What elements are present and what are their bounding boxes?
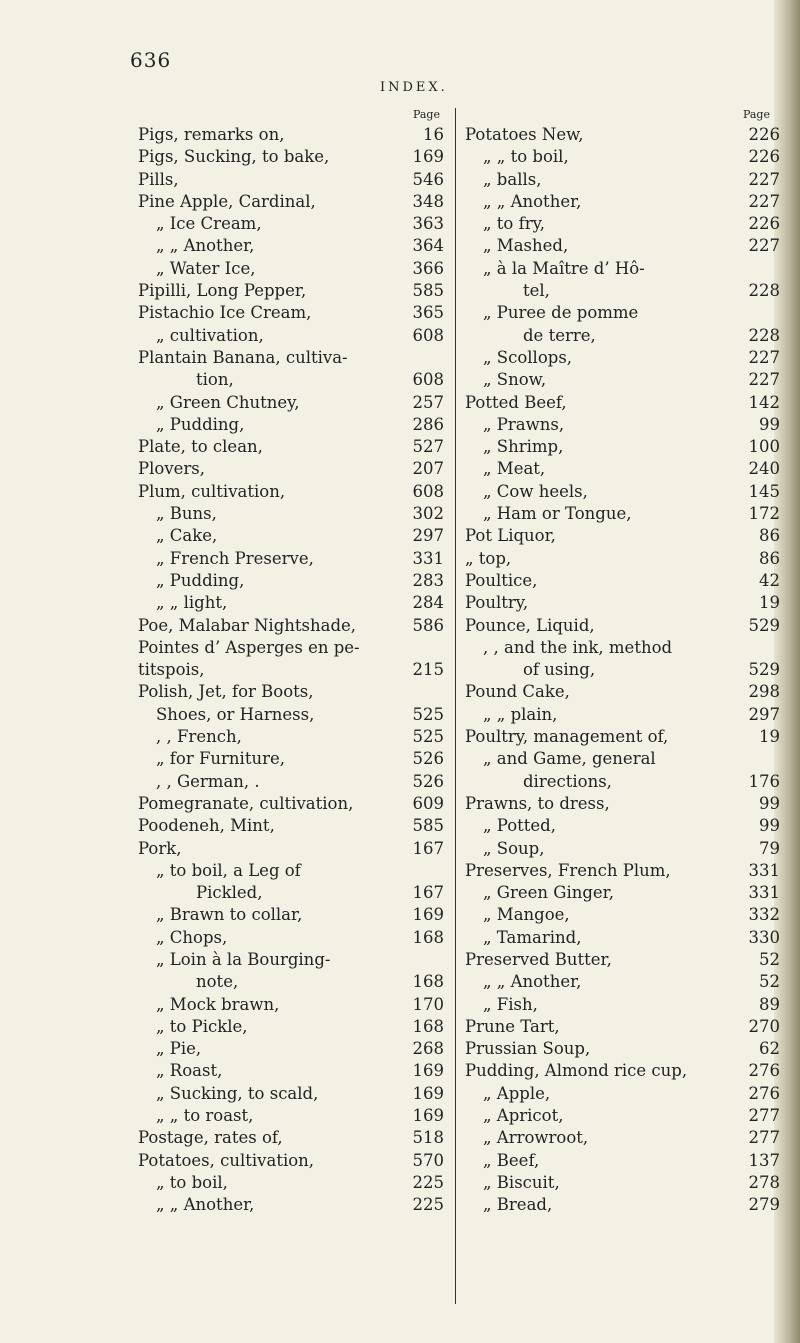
index-entry-text: „ Chops, [156, 927, 228, 947]
index-entry-page: 518 [412, 1128, 444, 1148]
index-entry [138, 815, 450, 837]
index-entry-text: of using, [523, 660, 596, 680]
index-entry [465, 726, 780, 748]
index-entry-page: 585 [412, 281, 444, 301]
index-entry [465, 280, 780, 302]
index-entry [138, 280, 450, 302]
index-entry-text: „ Cake, [156, 526, 218, 546]
index-entry-text: „ top, [465, 548, 512, 568]
index-entry-text: „ Loin à la Bourging- [156, 949, 331, 969]
index-entry-text: „ for Furniture, [156, 749, 285, 769]
index-entry-page: 227 [748, 169, 780, 189]
index-entry-page: 79 [759, 838, 780, 858]
index-entry-text: Prussian Soup, [465, 1039, 591, 1059]
index-entry [465, 235, 780, 257]
page-column-heading [465, 108, 780, 124]
index-entry [138, 927, 450, 949]
index-entry-text: Pork, [138, 838, 182, 858]
running-head: INDEX. [380, 80, 448, 95]
index-entry-text: Poultry, management of, [465, 727, 669, 747]
index-entry-text: „ Shrimp, [483, 437, 564, 457]
index-entry [465, 1194, 780, 1216]
index-entry-text: Potatoes New, [465, 125, 584, 144]
index-entry-page: 257 [412, 392, 444, 412]
index-entry-text: „ Beef, [483, 1150, 540, 1170]
index-entry-page: 278 [748, 1172, 780, 1192]
index-entry [465, 1016, 780, 1038]
index-entry [138, 1150, 450, 1172]
index-entry-page: 52 [759, 949, 780, 969]
index-entry [465, 169, 780, 191]
index-entry [465, 392, 780, 414]
index-entry-text: „ Green Chutney, [156, 392, 300, 412]
index-entry [465, 1172, 780, 1194]
index-entry [138, 369, 450, 391]
index-entry-page: 145 [748, 481, 780, 501]
index-entry-text: note, [196, 972, 239, 992]
index-entry-page: 527 [412, 437, 444, 457]
index-entry-page: 170 [412, 994, 444, 1014]
index-entry-text: „ Ham or Tongue, [483, 504, 632, 524]
index-entry [465, 325, 780, 347]
index-entry-page: 99 [759, 414, 780, 434]
index-entry-page: 168 [412, 1016, 444, 1036]
index-entry-text: „ Soup, [483, 838, 545, 858]
index-entry [465, 191, 780, 213]
index-entry-text: „ „ Another, [156, 236, 255, 256]
index-entry-page: 302 [412, 504, 444, 524]
index-entry-page: 331 [748, 860, 780, 880]
index-entry-text: „ Apricot, [483, 1106, 564, 1126]
index-entry-text: „ Potted, [483, 816, 556, 836]
index-entry [138, 392, 450, 414]
index-entry-page: 62 [759, 1039, 780, 1059]
index-entry-page: 86 [759, 526, 780, 546]
index-entry-text: , , French, [156, 727, 242, 747]
index-entry-text: „ Cow heels, [483, 481, 588, 501]
index-entry [138, 235, 450, 257]
index-entry-text: „ Tamarind, [483, 927, 582, 947]
index-entry-page: 176 [748, 771, 780, 791]
index-entry-page: 586 [412, 615, 444, 635]
index-entry [465, 548, 780, 570]
index-entry-text: Potatoes, cultivation, [138, 1150, 315, 1170]
index-entry-text: „ to boil, a Leg of [156, 860, 301, 880]
index-entry-text: Pipilli, Long Pepper, [138, 281, 307, 301]
index-entry-text: „ Scollops, [483, 347, 573, 367]
index-entry [138, 1060, 450, 1082]
index-entry-page: 207 [412, 459, 444, 479]
index-entry [465, 949, 780, 971]
index-entry-text: „ „ Another, [483, 191, 582, 211]
index-entry-page: 169 [412, 1061, 444, 1081]
index-entry-page: 279 [748, 1195, 780, 1215]
index-entry [465, 681, 780, 703]
index-entry-page: 297 [412, 526, 444, 546]
index-entry-text: „ to fry, [483, 214, 545, 234]
index-entry-page: 366 [412, 258, 444, 278]
index-entry [138, 458, 450, 480]
index-entry [138, 704, 450, 726]
index-entry-text: , , German, . [156, 771, 260, 791]
index-entry-text: „ Green Ginger, [483, 883, 614, 903]
index-entry-text: Potted Beef, [465, 392, 567, 412]
index-entry-text: „ Pudding, [156, 414, 245, 434]
index-entry-page: 19 [759, 593, 780, 613]
index-entry-page: 52 [759, 972, 780, 992]
index-entry [138, 838, 450, 860]
index-entry-text: „ Buns, [156, 504, 217, 524]
index-entry [138, 347, 450, 369]
index-entry-text: „ Water Ice, [156, 258, 256, 278]
index-entry [138, 525, 450, 547]
index-entry-page: 608 [412, 325, 444, 345]
index-entry [138, 191, 450, 213]
index-entry [465, 838, 780, 860]
index-entry-text: „ Puree de pomme [483, 303, 639, 323]
index-entry-text: Shoes, or Harness, [156, 704, 315, 724]
index-entry-text: tel, [523, 281, 550, 301]
index-entry-page: 167 [412, 838, 444, 858]
index-entry [138, 1194, 450, 1216]
index-entry-page: 99 [759, 793, 780, 813]
index-entry [138, 949, 450, 971]
index-entry-text: Plum, cultivation, [138, 481, 286, 501]
index-entry-text: „ „ Another, [156, 1195, 255, 1215]
index-entry-text: „ Pie, [156, 1039, 202, 1059]
index-entry-page: 529 [748, 660, 780, 680]
column-divider [455, 108, 456, 1304]
index-entry [138, 1038, 450, 1060]
index-entry-text: titspois, [138, 660, 205, 680]
index-entry-page: 226 [748, 125, 780, 144]
index-entry [138, 1016, 450, 1038]
index-entry [138, 748, 450, 770]
index-entry [465, 882, 780, 904]
index-entry [138, 213, 450, 235]
index-entry-text: „ Brawn to collar, [156, 905, 303, 925]
index-entry-page: 169 [412, 905, 444, 925]
index-entry-text: „ „ Another, [483, 972, 582, 992]
index-entry-page: 283 [412, 570, 444, 590]
index-entry [465, 1038, 780, 1060]
index-entry-page: 276 [748, 1061, 780, 1081]
index-entry-page: 529 [748, 615, 780, 635]
index-entry-page: 99 [759, 816, 780, 836]
index-entry [465, 213, 780, 235]
index-entry [138, 994, 450, 1016]
index-entry [138, 659, 450, 681]
page-column-heading-label: Page [412, 108, 440, 121]
index-entry-text: Preserves, French Plum, [465, 860, 671, 880]
index-entry-page: 100 [748, 437, 780, 457]
index-entry [465, 1060, 780, 1082]
index-entry-text: Poultice, [465, 570, 538, 590]
index-entry [138, 971, 450, 993]
index-entry-text: „ „ to boil, [483, 147, 569, 167]
index-entry-text: Polish, Jet, for Boots, [138, 682, 314, 702]
index-entry [465, 414, 780, 436]
index-entry [465, 369, 780, 391]
index-entry-text: „ Arrowroot, [483, 1128, 589, 1148]
index-entry-text: Plovers, [138, 459, 205, 479]
index-entry [138, 681, 450, 703]
index-entry-text: Pot Liquor, [465, 526, 556, 546]
index-entry-page: 215 [412, 660, 444, 680]
index-entry-page: 89 [759, 994, 780, 1014]
index-entry-text: Pigs, remarks on, [138, 125, 285, 144]
index-entry [138, 793, 450, 815]
index-entry-text: Pounce, Liquid, [465, 615, 595, 635]
index-entry [465, 124, 780, 146]
index-entry-page: 277 [748, 1106, 780, 1126]
index-entry-page: 226 [748, 214, 780, 234]
index-entry-page: 525 [412, 704, 444, 724]
index-entry [465, 302, 780, 324]
index-entry-text: Pickled, [196, 883, 263, 903]
index-entry-page: 330 [748, 927, 780, 947]
index-entry [138, 258, 450, 280]
index-entry-page: 227 [748, 191, 780, 211]
index-entry-page: 268 [412, 1039, 444, 1059]
index-entry-page: 570 [412, 1150, 444, 1170]
index-entry-text: „ Sucking, to scald, [156, 1083, 319, 1103]
index-entry [138, 1083, 450, 1105]
index-entry [138, 124, 450, 146]
index-entry-text: „ Apple, [483, 1083, 551, 1103]
index-entry-text: Pointes d’ Asperges en pe- [138, 637, 360, 657]
index-entry [465, 1150, 780, 1172]
index-entry-page: 526 [412, 771, 444, 791]
index-entry [465, 904, 780, 926]
index-entry-text: Pudding, Almond rice cup, [465, 1061, 688, 1081]
index-entry-text: Plantain Banana, cultiva- [138, 347, 348, 367]
index-entry [138, 548, 450, 570]
index-entry [138, 882, 450, 904]
index-entry [465, 659, 780, 681]
index-entry [465, 748, 780, 770]
index-entry-text: „ „ light, [156, 593, 228, 613]
index-entry [138, 169, 450, 191]
index-entry [138, 1127, 450, 1149]
index-entry [465, 771, 780, 793]
index-entry [465, 481, 780, 503]
index-entry-text: „ Pudding, [156, 570, 245, 590]
index-entry [138, 414, 450, 436]
index-entry-page: 585 [412, 816, 444, 836]
index-entry-page: 226 [748, 147, 780, 167]
index-entry [138, 637, 450, 659]
index-entry-text: „ Mangoe, [483, 905, 570, 925]
index-entry-page: 276 [748, 1083, 780, 1103]
index-entry-page: 169 [412, 1106, 444, 1126]
index-entry [465, 258, 780, 280]
index-entry-page: 167 [412, 883, 444, 903]
index-entry [465, 503, 780, 525]
index-entry [138, 570, 450, 592]
index-entry-page: 546 [412, 169, 444, 189]
index-entry-page: 526 [412, 749, 444, 769]
index-entry-text: Pomegranate, cultivation, [138, 793, 354, 813]
index-entry [138, 481, 450, 503]
index-entry [465, 927, 780, 949]
index-column-left [138, 108, 450, 1217]
index-entry-text: „ Ice Cream, [156, 214, 262, 234]
index-entry-page: 142 [748, 392, 780, 412]
page-column-heading [138, 108, 450, 124]
index-entry-text: „ balls, [483, 169, 542, 189]
index-entry [465, 1127, 780, 1149]
index-entry [465, 994, 780, 1016]
index-entry [138, 302, 450, 324]
index-entry-page: 225 [412, 1172, 444, 1192]
index-entry-text: „ Biscuit, [483, 1172, 560, 1192]
index-entry-text: „ Mock brawn, [156, 994, 280, 1014]
index-entry-text: Pistachio Ice Cream, [138, 303, 312, 323]
index-entry-page: 608 [412, 370, 444, 390]
index-entry-page: 364 [412, 236, 444, 256]
index-entry-text: Prawns, to dress, [465, 793, 610, 813]
index-entry [138, 860, 450, 882]
index-entry-page: 297 [748, 704, 780, 724]
index-entry [465, 458, 780, 480]
index-entry-text: „ Roast, [156, 1061, 223, 1081]
index-entry-text: tion, [196, 370, 234, 390]
index-entry-page: 227 [748, 236, 780, 256]
index-entry-text: , , and the ink, method [483, 637, 673, 657]
index-entry-text: „ Fish, [483, 994, 538, 1014]
index-entry-text: Poe, Malabar Nightshade, [138, 615, 357, 635]
index-entry-page: 270 [748, 1016, 780, 1036]
index-entry-text: „ cultivation, [156, 325, 264, 345]
index-entry-text: directions, [523, 771, 612, 791]
index-entry-page: 365 [412, 303, 444, 323]
index-entry-text: Poodeneh, Mint, [138, 816, 275, 836]
index-entry-text: Pills, [138, 169, 179, 189]
page-number: 636 [130, 48, 172, 72]
index-entry-text: Pine Apple, Cardinal, [138, 191, 316, 211]
index-entry [138, 771, 450, 793]
index-entry [465, 1105, 780, 1127]
index-entry-text: Postage, rates of, [138, 1128, 283, 1148]
index-entry-page: 225 [412, 1195, 444, 1215]
index-entry-page: 42 [759, 570, 780, 590]
index-entry [465, 525, 780, 547]
index-entry-page: 169 [412, 147, 444, 167]
index-entry-page: 608 [412, 481, 444, 501]
index-entry [465, 592, 780, 614]
index-entry-text: „ Meat, [483, 459, 546, 479]
index-entry-text: Pigs, Sucking, to bake, [138, 147, 330, 167]
index-entry-page: 331 [748, 883, 780, 903]
index-entry [138, 146, 450, 168]
index-entry [138, 436, 450, 458]
index-entry-page: 228 [748, 325, 780, 345]
index-entry [465, 637, 780, 659]
index-entry-page: 168 [412, 927, 444, 947]
index-entry-text: de terre, [523, 325, 596, 345]
index-entry-text: „ French Preserve, [156, 548, 314, 568]
index-entry [465, 971, 780, 993]
index-entry-page: 16 [423, 125, 444, 144]
index-entry [465, 793, 780, 815]
index-entry-text: Prune Tart, [465, 1016, 560, 1036]
index-entry-text: „ and Game, general [483, 749, 656, 769]
index-entry-text: „ Bread, [483, 1195, 553, 1215]
index-entry [138, 325, 450, 347]
index-entry-page: 137 [748, 1150, 780, 1170]
index-entry-text: „ „ to roast, [156, 1106, 254, 1126]
index-entry-page: 19 [759, 727, 780, 747]
index-entry [465, 815, 780, 837]
index-entry-page: 298 [748, 682, 780, 702]
index-entry-page: 332 [748, 905, 780, 925]
index-entry-text: Preserved Butter, [465, 949, 612, 969]
index-entry-page: 172 [748, 504, 780, 524]
index-entry-page: 227 [748, 370, 780, 390]
index-entry-page: 86 [759, 548, 780, 568]
index-entry-page: 168 [412, 972, 444, 992]
index-entry-text: „ Prawns, [483, 414, 565, 434]
index-entry-page: 228 [748, 281, 780, 301]
index-entry-page: 277 [748, 1128, 780, 1148]
index-entry-page: 525 [412, 727, 444, 747]
index-entry [138, 503, 450, 525]
index-entry [465, 146, 780, 168]
index-entry-page: 609 [412, 793, 444, 813]
page-column-heading-label: Page [742, 108, 770, 121]
index-entry-text: „ to boil, [156, 1172, 228, 1192]
index-entry-text: „ à la Maître d’ Hô- [483, 258, 645, 278]
index-entry [465, 860, 780, 882]
index-entry-text: Pound Cake, [465, 682, 570, 702]
index-entry-page: 169 [412, 1083, 444, 1103]
index-entry [138, 1172, 450, 1194]
index-entry-text: „ Snow, [483, 370, 547, 390]
index-entry [138, 592, 450, 614]
index-entry-page: 286 [412, 414, 444, 434]
index-entry [138, 726, 450, 748]
index-entry-text: „ „ plain, [483, 704, 558, 724]
index-entry-page: 240 [748, 459, 780, 479]
index-entry-page: 348 [412, 191, 444, 211]
index-entry-page: 331 [412, 548, 444, 568]
index-entry [465, 347, 780, 369]
index-entry [138, 615, 450, 637]
index-entry [465, 570, 780, 592]
index-entry-text: Plate, to clean, [138, 437, 263, 457]
index-entry [465, 704, 780, 726]
index-entry-page: 284 [412, 593, 444, 613]
index-entry [138, 1105, 450, 1127]
index-entry [465, 615, 780, 637]
index-entry-text: Poultry, [465, 593, 529, 613]
index-entry [465, 1083, 780, 1105]
index-column-right [465, 108, 780, 1217]
index-entry-text: „ Mashed, [483, 236, 569, 256]
index-entry-text: „ to Pickle, [156, 1016, 248, 1036]
index-entry-page: 227 [748, 347, 780, 367]
index-entry-page: 363 [412, 214, 444, 234]
index-entry [465, 436, 780, 458]
index-entry [138, 904, 450, 926]
